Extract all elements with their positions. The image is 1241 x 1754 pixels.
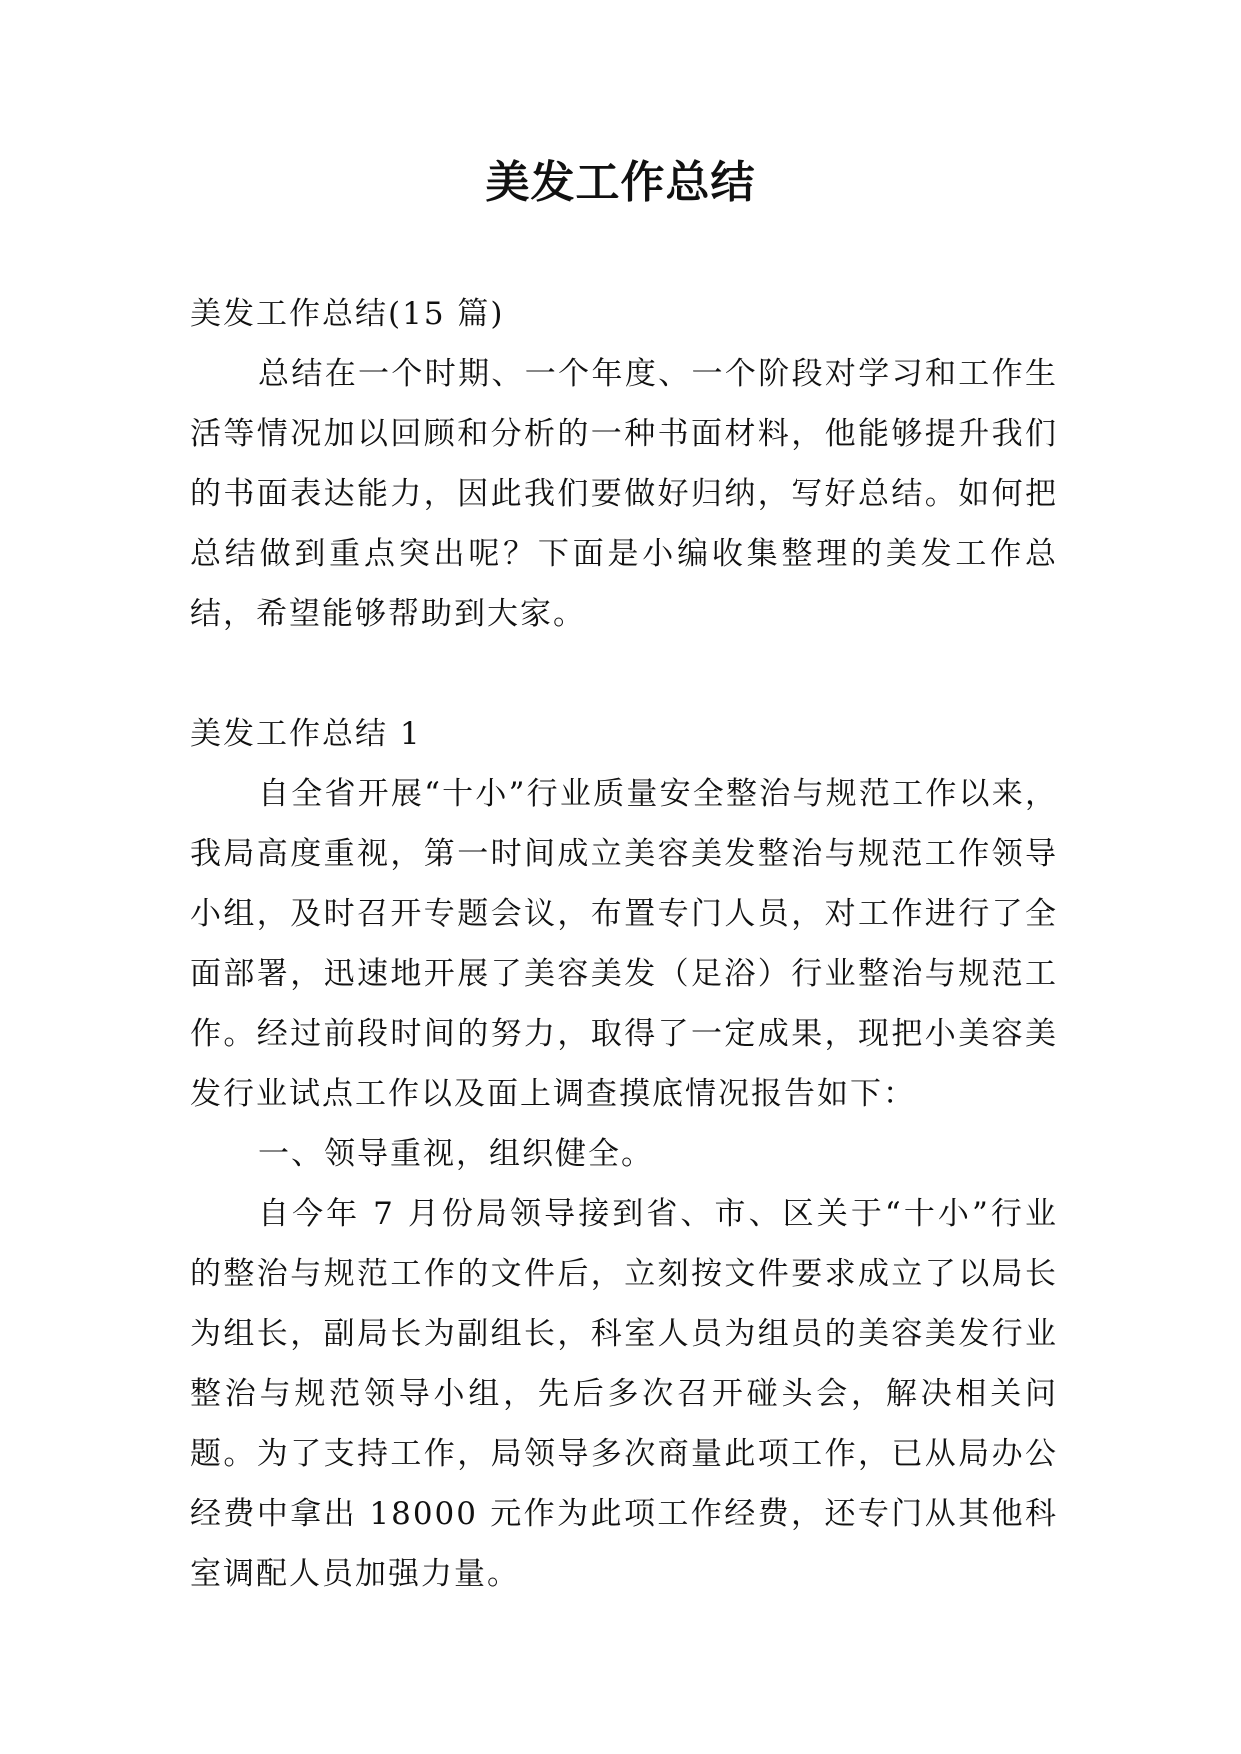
document-body bbox=[190, 284, 1058, 1604]
intro-paragraph: 总结在一个时期、一个年度、一个阶段对学习和工作生活等情况加以回顾和分析的一种书面材料，他能够提升我们的书面表达能力，因此我们要做好归纳，写好总结。如何把总结做到重点突出呢？下面是小编收集整理的美发工作总结，希望能够帮助到大家。 bbox=[190, 356, 1058, 632]
section-paragraph-1: 自全省开展“十小”行业质量安全整治与规范工作以来，我局高度重视，第一时间成立美容美发整治与规范工作领导小组，及时召开专题会议，布置专门人员，对工作进行了全面部署，迅速地开展了美容美发（足浴）行业整治与规范工作。经过前段时间的努力，取得了一定成果，现把小美容美发行业试点工作以及面上调查摸底情况报告如下： bbox=[190, 776, 1058, 1112]
document-subtitle: 美发工作总结(15 篇) bbox=[190, 296, 505, 332]
paragraph-spacer bbox=[190, 644, 1058, 704]
document-title: 美发工作总结 bbox=[485, 157, 756, 208]
section-point-1: 一、领导重视，组织健全。 bbox=[258, 1136, 654, 1172]
section-paragraph-2: 自今年 7 月份局领导接到省、市、区关于“十小”行业的整治与规范工作的文件后，立刻按文件要求成立了以局长为组长，副局长为副组长，科室人员为组员的美容美发行业整治与规范领导小组，先后多次召开碰头会，解决相关问题。为了支持工作，局领导多次商量此项工作，已从局办公经费中拿出 18000 元作为此项工作经费，还专门从其他科室调配人员加强力量。 bbox=[190, 1196, 1058, 1592]
section-heading: 美发工作总结 1 bbox=[190, 716, 422, 752]
